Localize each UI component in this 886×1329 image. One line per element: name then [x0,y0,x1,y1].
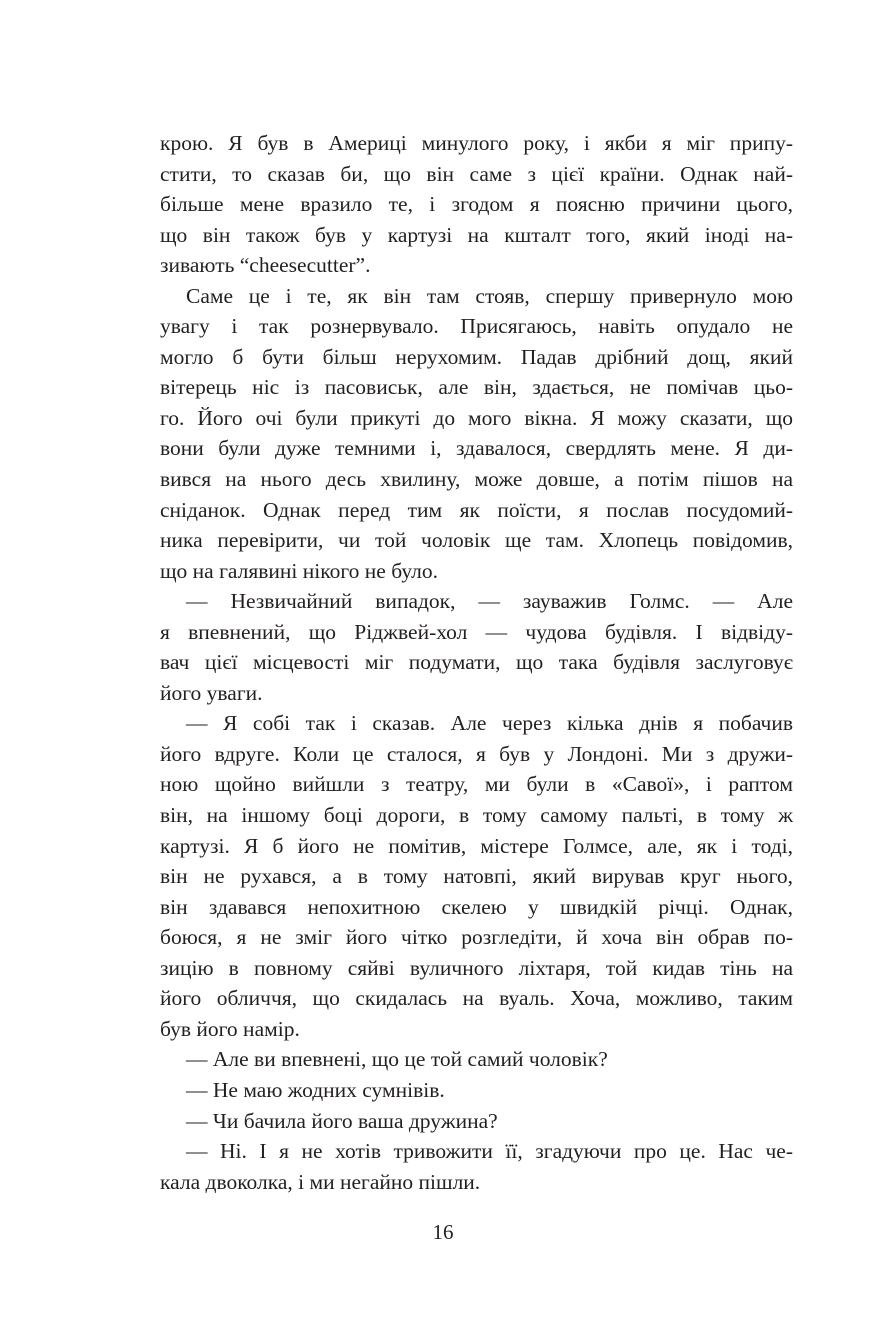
text-line: вач цієї місцевості міг подумати, що така будівля заслуговує [160,650,793,675]
text-line: його уваги. [160,680,263,705]
text-line: він здавався непохитною скелею у швидкій річці. Однак, [160,894,793,919]
text-line: — Не маю жодних сумнівів. [186,1077,445,1102]
text-line: могло б бути більш нерухомим. Падав дрібний дощ, який [160,344,793,369]
text-line: увагу і так рознервувало. Присягаюсь, навіть опудало не [160,314,793,339]
text-line: сніданок. Однак перед тим як поїсти, я послав посудомий- [160,497,793,522]
text-line: він, на іншому боці дороги, в тому самому пальті, в тому ж [160,803,793,828]
text-line: — Але ви впевнені, що це той самий чоловік? [186,1047,608,1072]
text-line: крою. Я був в Америці минулого року, і якби я міг припу- [160,131,793,155]
text-line: зицію в повному сяйві вуличного ліхтаря, той кидав тінь на [160,955,793,980]
body-text [160,128,793,1197]
text-line: — Ні. І я не хотів тривожити її, згадуючи про це. Нас че- [186,1139,793,1164]
text-line: ника перевірити, чи той чоловік ще там. Хлопець повідомив, [160,528,793,553]
text-line: він не рухався, а в тому натовпі, який вирував круг нього, [160,864,793,889]
text-line: вився на нього десь хвилину, може довше, а потім пішов на [160,467,793,492]
text-line: картузі. Я б його не помітив, містере Голмсе, але, як і тоді, [160,833,793,858]
text-line: вітерець ніс із пасовиськ, але він, здається, не помічав цьо- [160,375,793,400]
text-line: його вдруге. Коли це сталося, я був у Лондоні. Ми з дружи- [160,741,793,766]
text-line: більше мене вразило те, і згодом я поясню причини цього, [160,192,793,217]
text-line: його обличчя, що скидалась на вуаль. Хоча, можливо, таким [160,986,793,1011]
text-line: Саме це і те, як він там стояв, спершу привернуло мою [186,283,793,308]
text-line: зивають “cheesecutter”. [160,253,371,278]
text-line: вони були дуже темними і, здавалося, свердлять мене. Я ди- [160,436,793,461]
text-line: ною щойно вийшли з театру, ми були в «Савої», і раптом [160,772,793,797]
page-number: 16 [432,1220,454,1244]
text-line: що він також був у картузі на кшталт того, який іноді на- [160,222,793,247]
text-line: боюся, я не зміг його чітко розгледіти, й хоча він обрав по- [160,925,793,950]
text-line: був його намір. [160,1016,300,1041]
text-line: го. Його очі були прикуті до мого вікна. Я можу сказати, що [160,405,793,430]
text-line: стити, то сказав би, що він саме з цієї країни. Однак най- [160,161,793,186]
text-line: — Незвичайний випадок, — зауважив Голмс. — Але [186,589,793,614]
text-line: кала двоколка, і ми негайно пішли. [160,1169,481,1194]
text-line: — Я собі так і сказав. Але через кілька днів я побачив [186,711,793,736]
text-line: — Чи бачила його ваша дружина? [186,1108,498,1133]
text-line: що на галявині нікого не було. [160,558,438,583]
text-line: я впевнений, що Ріджвей-хол — чудова будівля. І відвіду- [160,619,793,644]
